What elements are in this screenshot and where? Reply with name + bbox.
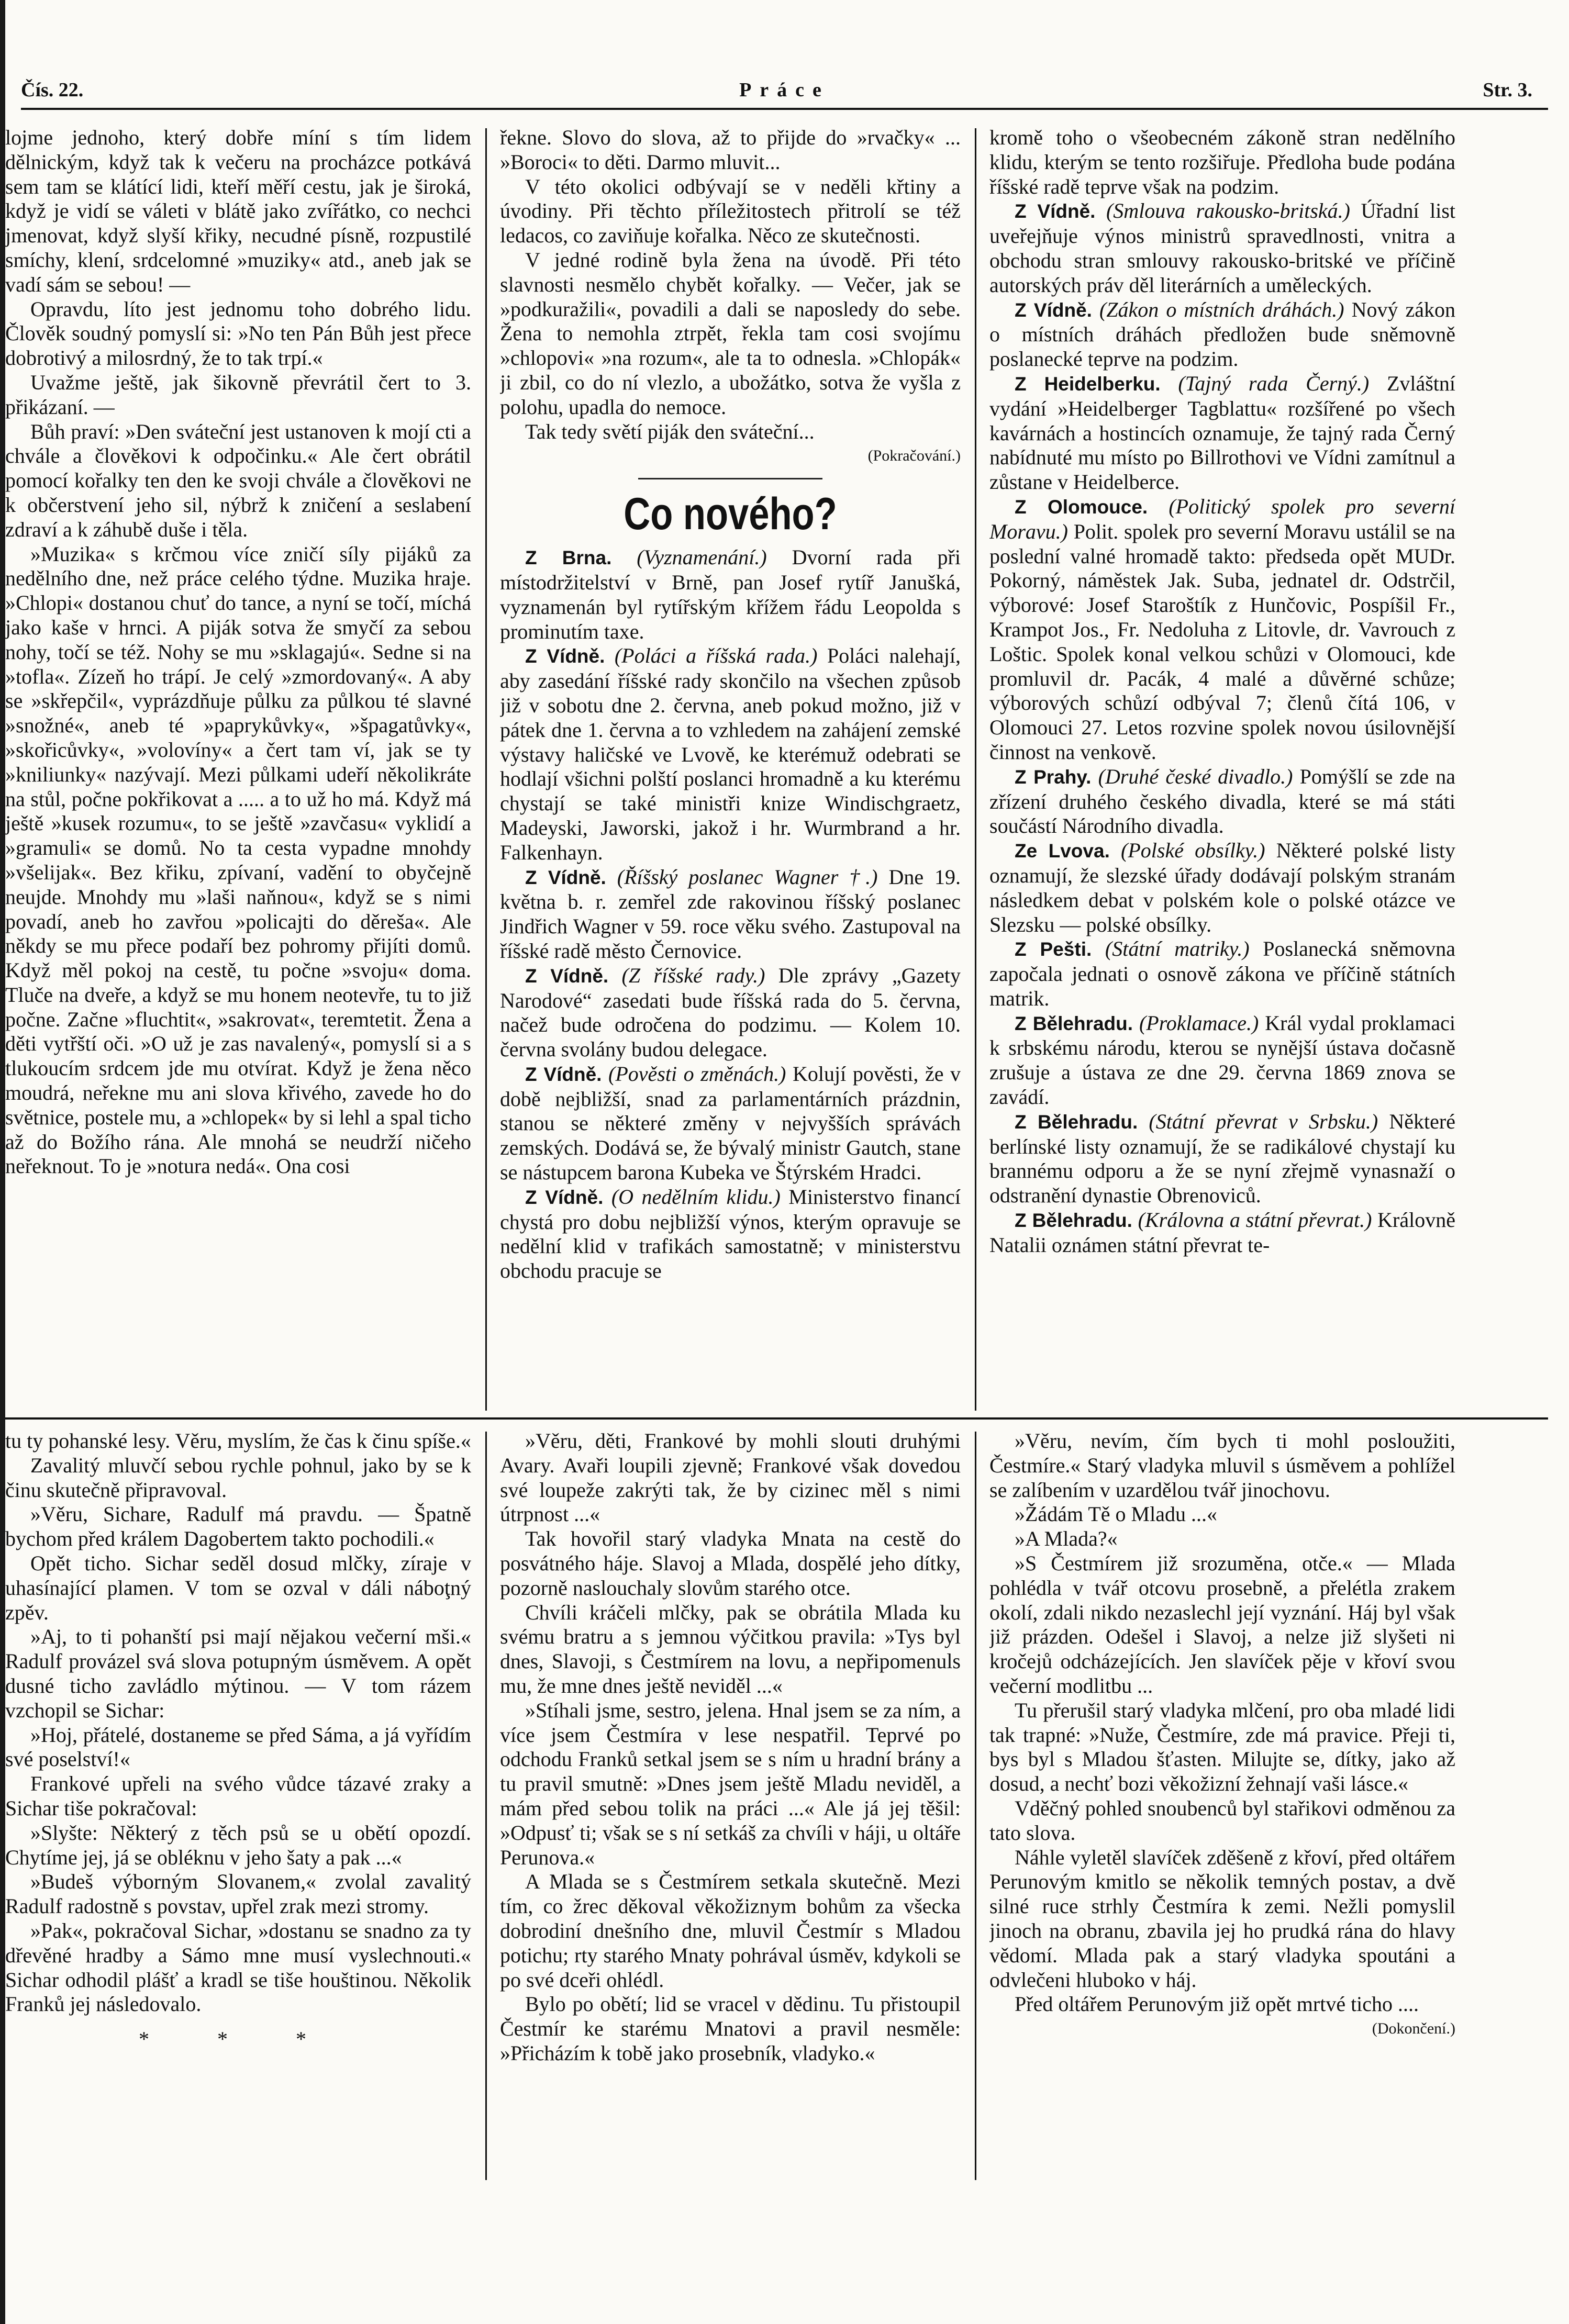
news-headline: (Z říšské rady.) [621,963,765,987]
paragraph: Tak hovořil starý vladyka Mnata na cestě do posvátného háje. Slavoj a Mlada, dospělé jeho dítky, pozorně naslouchaly slovům starého otce. [500,1527,961,1600]
news-item [989,298,1455,372]
news-text: Královně Natalii oznámen státní převrat te- [989,1208,1455,1257]
news-place: Z Vídně. [1015,299,1092,321]
paragraph: Chvíli kráčeli mlčky, pak se obrátila Mlada ku svému bratru a s jemnou výčitkou pravila: »Tys byl dnes, Slavoji, s Čestmírem na lovu, a nepřipomenuls mu, že mne dnes ještě neviděl ...« [500,1600,961,1697]
news-item [989,1208,1455,1258]
news-text: Nový zákon o místních dráhách předložen bude sněmovně poslanecké teprve na podzim. [989,297,1455,371]
news-headline: (Proklamace.) [1139,1011,1259,1035]
article-column-1 [5,126,471,1413]
news-place: Z Prahy. [1015,766,1092,788]
scan-edge [0,0,5,2324]
news-item [989,126,1455,199]
news-place: Z Pešti. [1015,938,1092,960]
paragraph: »Věru, nevím, čím bych ti mohl posloužiti, Čestmíre.« Starý vladyka mluvil s úsměvem a pohlížel se zalíbením v uzardělou tvář jinochovu. [989,1429,1455,1502]
news-place: Z Bělehradu. [1015,1210,1132,1232]
page-header [21,79,1548,110]
news-item [989,199,1455,297]
news-headline: (Druhé české divadlo.) [1098,764,1293,788]
news-text: kromě toho o všeobecném zákoně stran nedělního klidu, kterým se tento rozšiřuje. Předloha bude podána říšské radě teprve však na podzim. [989,126,1455,198]
news-headline: (Státní převrat v Srbsku.) [1149,1109,1378,1133]
continued-note: (Pokračování.) [867,447,961,465]
news-headline: (Zákon o místních dráhách.) [1099,297,1344,321]
paragraph: Náhle vyletěl slavíček zděšeně z křoví, před oltářem Perunovým kmitlo se několik temných postav, a dvě silné ruce strhly Čestmíra k zemi. Nežli pomyslil jinoch na obranu, zbavila jej ho prudká rána do hlavy vědomí. Mlada pak a starý vladyka spoutáni a odvlečeni hluboko v háj. [989,1845,1455,1992]
paragraph: Před oltářem Perunovým již opět mrtvé ticho .... [1015,1992,1419,2016]
news-item [989,937,1455,1011]
news-place: Z Brna. [525,547,612,569]
news-text: Některé berlínské listy oznamují, že se radikálové chystají ku brannému odporu a že se nyní zřejmě vynasnaží o odstranění dynastie Obrenoviců. [989,1109,1455,1208]
paragraph: Vděčný pohled snoubenců byl stařikovi odměnou za tato slova. [989,1796,1455,1845]
news-item [500,964,961,1062]
paragraph: »Muzika« s krčmou více zničí síly pijáků za nedělního dne, než práce celého týdne. Muzika hraje. »Chlopi« dostanou chuť do tance, a nyní se točí, míchá jako kaše v hrnci. A piják sotva že smyčí za sebou nohy, točí se též. Nohy se mu »sklagajú«. Sedne si na »tofla«. Zízeň ho trápí. Je celý »zmordovaný«. A aby se »skřepčil«, vyprázdňuje půlku za půlkou té slavné »snožné«, aneb té »paprykůvky«, »špagatůvky«, »skořicůvky«, »volovíny« a čert tam ví, jak se ty »kniliunky« nazývají. Mezi půlkami udeří několikráte na stůl, počne pokřikovat a ..... a to už ho má. Když má ještě »kusek rozumu«, to se ještě »zavčasu« vyklidí a »gramuli« se domů. No ta cesta vypadne mnohdy »všelijak«. Bez křiku, zpívaní, vadění to obyčejně neujde. Mnohdy mu »laši naňnou«, když se s nimi povadí, aneb ho zavřou »policajti do děreša«. Ale někdy se mu přece podaří bez pohromy přijíti domů. Když měl pokoj na cestě, tu počne »svoju« doma. Tluče na dveře, a když se mu honem neotevře, tu to již počne. Začne »fluchtit«, »sakrovat«, teremtetit. Žena a děti vytřští oči. »O už je zas navalený«, pomyslí si a s tlukoucím srdcem jde mu otvírat. Když je žena něco moudrá, neřekne mu ani slova křivého, zavede ho do světnice, postele mu, a »chlopek« by si lehl a spal ticho až do Božího rána. Ale mnohá se neudrží ničeho neřeknout. To je »notura nedá«. Ona cosi [5,542,471,1178]
paragraph: Opravdu, líto jest jednomu toho dobrého lidu. Člověk soudný pomyslí si: »No ten Pán Bůh jest přece dobrotivý a milosrdný, že to tak trpí.« [5,297,471,370]
news-item [500,1185,961,1283]
paragraph: »Stíhali jsme, sestro, jelena. Hnal jsem se za ním, a více jsem Čestmíra v lese nespatřil. Teprvé po odchodu Franků setkal jsem se s ním u hradní brány a tu pravil smutně: »Dnes jsem ještě Mladu neviděl, a mám před sebou tolik na práci ...« Ale já jej těšil: »Odpusť ti; však se s ní setkáš za chvíli v háji, u oltáře Perunova.« [500,1698,961,1869]
news-text: Poslanecká sněmovna započala jednati o osnově zákona ve příčině státních matrik. [989,937,1455,1010]
news-headline: (Polské obsílky.) [1121,839,1265,863]
news-text: Polit. spolek pro severní Moravu ustálil se na poslední valné hromadě takto: předseda opět MUDr. Pokorný, náměstek Jak. Suba, jednatel dr. Odstrčil, výborové: Josef Staroštík z Hunčovic, Pospíšil Fr., Krampot Jos., Fr. Nedoluha z Litovle, dr. Vavrouch z Loštic. Spolek konal velkou schůzi v Olomouci, kde promluvil dr. Pacák, 4 malé a důvěrné schůze; výborových schůzí odbýval 7; členů čítá 106, v Olomouci 27. Letos rozvine spolek novou úsilovnější činnost na venkově. [989,519,1455,764]
paragraph: »Žádám Tě o Mladu ...« [1015,1502,1217,1526]
news-item [989,765,1455,839]
paragraph: »Budeš výborným Slovanem,« zvolal zavalitý Radulf radostně s povstav, upřel zrak mezi stromy. [5,1870,471,1918]
news-place: Z Bělehradu. [1015,1111,1138,1133]
paragraph: »Pak«, pokračoval Sichar, »dostanu se snadno za ty dřevěné hradby a Sámo mne musí vyslechnouti.« Sichar odhodil plášť a kradl se tiše houštinou. Několik Franků jej následovalo. [5,1918,471,2016]
paragraph: V jedné rodině byla žena na úvodě. Při této slavnosti nesmělo chybět kořalky. — Večer, jak se »podkuražili«, povadili a dali se naposledy do sebe. Žena to nemohla ztrpět, řekla tam cosi svojímu »chlopovi« »na rozum«, ale ta to odnesla. »Chlopák« ji zbil, co do ní vlezlo, a ubožátko, sotva že vyšla z polohu, upadla do nemoce. [500,248,961,419]
news-item [989,1011,1455,1110]
paragraph: lojme jednoho, který dobře míní s tím lidem dělnickým, když tak k večeru na procházce potkává sem tam se klátící lidi, kteří měří cestu, jak je široká, když je vidí se váleti v blátě jako zvířátko, co nechci jmenovat, když slyší křiky, necudné písně, rozpustilé smíchy, klení, srdcelomné »muziky« atd., aneb jak se vadí sám se sebou! — [5,126,471,296]
paragraph: Opět ticho. Sichar seděl dosud mlčky, zíraje v uhasínající plamen. V tom se ozval v dáli náboţný zpěv. [5,1551,471,1624]
paragraph: řekne. Slovo do slova, až to přijde do »rvačky« ... »Boroci« to děti. Darmo mluvit... [500,126,961,174]
column-divider [485,128,487,1411]
paragraph: Tu přerušil starý vladyka mlčení, pro oba mladé lidi tak trapné: »Nuže, Čestmíre, zde má pravice. Přeji ti, bys byl s Mladou šťasten. Milujte se, dítky, jako až dosud, a nechť bozi věkožizní žehnají vaši lásce.« [989,1698,1455,1796]
news-place: Z Heidelberku. [1015,373,1161,395]
news-text: Zvláštní vydání »Heidelberger Tagblattu« rozšířené po všech kavárnách a hostincích oznamuje, že tajný rada Černý nabídnuté mu místo po Billrothovi ve Vídni zamítnul a zůstane v Heidelberce. [989,371,1455,494]
news-place: Z Vídně. [525,866,606,888]
column-divider [975,1432,976,2180]
paragraph: »Slyšte: Některý z těch psů se u obětí opozdí. Chytíme jej, já se obléknu v jeho šaty a pak ...« [5,1820,471,1869]
paragraph: »Hoj, přátelé, dostaneme se před Sáma, a já vyřídím své poselství!« [5,1723,471,1771]
news-text: Ministerstvo financí chystá pro dobu nejbližší výnos, kterým opravuje se nedělní klid v trafikách samostatně; v ministerstvu obchodu pracuje se [500,1185,961,1283]
header-rule [21,108,1548,110]
news-place: Z Vídně. [525,965,609,987]
news-section-title: Co nového? [624,489,837,540]
paragraph: Bůh praví: »Den sváteční jest ustanoven k mojí cti a chvále a člověkovi k odpočinku.« Ale čert obrátil pomocí kořalky ten den ke svoji chvále a člověkovi ne k občerstvení jeho sil, nýbrž k zničení a seslabení zdraví a k záhubě duše i těla. [5,419,471,541]
paragraph: Uvažme ještě, jak šikovně převrátil čert to 3. přikázaní. — [5,370,471,419]
paragraph: Zavalitý mluvčí sebou rychle pohnul, jako by se k činu skutečně připravoval. [5,1453,471,1502]
news-headline: (Vyznamenání.) [637,545,767,569]
news-headline: (Tajný rada Černý.) [1178,371,1370,395]
news-headline: (Říšský poslanec Wagner †.) [617,865,878,889]
news-place: Z Vídně. [525,1186,604,1208]
news-text: Kolují pověsti, že v době nejbližší, snad za parlamentárních prázdnin, stanou se některé změny v nejvyšších správách zemských. Dodává se, že bývalý ministr Gautch, stane se nástupcem barona Kubeka ve Štýrském Hradci. [500,1062,961,1185]
paragraph: Frankové upřeli na svého vůdce tázavé zraky a Sichar tiše pokračoval: [5,1772,471,1820]
news-headline: (Státní matriky.) [1105,937,1250,961]
newspaper-title: Práce [739,79,830,101]
news-headline: (Politický spolek pro severní Moravu.) [989,494,1455,543]
paragraph: tu ty pohanské lesy. Věru, myslím, že čas k činu spíše.« [5,1429,471,1452]
asterism: * * * [139,2027,338,2051]
news-item [989,372,1455,495]
paragraph: »A Mlada?« [1015,1527,1118,1551]
news-headline: (O nedělním klidu.) [611,1185,781,1209]
news-text: Úřadní list uveřejňuje výnos ministrů spravedlnosti, vnitra a obchodu stran smlouvy rakousko-britské ve příčině autorských práv děl literárních a uměleckých. [989,199,1455,297]
paragraph: A Mlada se s Čestmírem setkala skutečně. Mezi tím, co žrec děkoval věkožiznym bohům za všecka dobrodiní dnešního dne, mluvil Čestmír s Mladou potichu; rty starého Mnaty pohrával úsměv, kdykoli se po své dceři ohlédl. [500,1870,961,1992]
news-place: Z Vídně. [1015,200,1096,222]
news-place: Z Vídně. [525,1063,602,1085]
feuilleton-rule [5,1417,1548,1420]
news-text: Dle zprávy „Gazety Narodové“ zasedati bude říšská rada do 5. června, načež bude odročena do podzimu. — Kolem 10. června svolány budou delegace. [500,963,961,1062]
issue-number: Čís. 22. [21,79,84,101]
news-item [500,865,961,964]
news-text: Některé polské listy oznamují, že slezské úřady dodávají polským stranám následkem debat v polském kole o polské otázce ve Slezsku — polské obsílky. [989,839,1455,936]
news-place: Z Vídně. [525,645,605,667]
feuilleton-column-3 [989,1429,1455,2188]
column-divider [485,1432,487,2180]
news-item [500,545,961,644]
article-column-2 [500,126,961,1413]
news-item [500,644,961,865]
news-text: Poláci nalehají, aby zasedání říšské rady skončilo na všechen způsob již v sobotu dne 2. června, aneb pokud možno, již v pátek dne 1. června a to vzhledem na zahájení zemské výstavy haličské ve Lvově, ke kterémuž odebrati se hodlají všichni polští poslanci hromadně a ku kterému chystají se také ministři knize Windischgraetz, Madeyski, Jaworski, jakož i hr. Wurmbrand a hr. Falkenhayn. [500,644,961,864]
paragraph: Bylo po obětí; lid se vracel v dědinu. Tu přistoupil Čestmír ke starému Mnatovi a pravil nesměle: »Přicházím k tobě jako prosebník, vladyko.« [500,1992,961,2065]
feuilleton-column-2 [500,1429,961,2188]
news-item [989,495,1455,765]
page-number: Str. 3. [1483,79,1532,101]
news-text: Dvorní rada při místodržitelství v Brně, pan Josef rytíř Janušká, vyznamenán byl rytířským křížem řádu Leopolda s prominutím taxe. [500,545,961,643]
feuilleton-column-1 [5,1429,471,2188]
news-headline: (Královna a státní převrat.) [1138,1208,1372,1232]
paragraph: V této okolici odbývají se v neděli křtiny a úvodiny. Při těchto příležitostech přitrolí se též ledacos, co zaviňuje kořalka. Něco ze skutečnosti. [500,174,961,248]
news-item [989,1110,1455,1208]
paragraph: »Věru, děti, Frankové by mohli slouti druhými Avary. Avaři loupili zjevně; Frankové však dovedou své loupeže zakrýti tak, že by cizinec měl s nimi útrpnost ...« [500,1429,961,1526]
paragraph: Tak tedy světí piják den sváteční... [525,419,815,443]
column-divider [975,128,976,1411]
paragraph: »S Čestmírem již srozuměna, otče.« — Mlada pohlédla v tvář otcovu prosebně, a přelétla zrakem okolí, zdali nikdo nezaslechl její vyznání. Háj byl však již prázden. Odešel i Slavoj, a nelze již slyšeti ni kročejů odcházejících. Jen slavíček pěje v křoví svou večerní modlitbu ... [989,1551,1455,1697]
news-column-3 [989,126,1455,1413]
news-list [500,545,961,1283]
paragraph: »Aj, to ti pohanští psi mají nějakou večerní mši.« Radulf provázel svá slova potupným úsměvem. A opět dusné ticho zavládlo mýtinou. — V tom rázem vzchopil se Sichar: [5,1625,471,1722]
news-headline: (Smlouva rakousko-britská.) [1106,199,1350,223]
news-place: Ze Lvova. [1015,840,1110,862]
news-item [989,839,1455,937]
news-text: Dne 19. května b. r. zemřel zde rakovinou říšský poslanec Jindřich Wagner v 59. roce věku svého. Zastupoval na říšské radě město Černovice. [500,865,961,963]
news-headline: (Pověsti o změnách.) [608,1062,786,1086]
news-headline: (Poláci a říšská rada.) [614,644,818,668]
concluded-note: (Dokončení.) [1372,2020,1455,2038]
news-text: Král vydal proklamaci k srbskému národu, kterou se nynější ústava dočasně zrušuje a ústava ze dne 29. června 1869 znova se zavádí. [989,1011,1455,1109]
news-list [989,126,1455,1258]
news-item [500,1062,961,1185]
section-separator [638,478,822,479]
news-text: Pomýšlí se zde na zřízení druhého českého divadla, které se má státi součástí Národního divadla. [989,764,1455,838]
news-place: Z Bělehradu. [1015,1012,1133,1034]
news-place: Z Olomouce. [1015,496,1148,518]
paragraph: »Věru, Sichare, Radulf má pravdu. — Špatně bychom před králem Dagobertem takto pochodili.« [5,1502,471,1551]
